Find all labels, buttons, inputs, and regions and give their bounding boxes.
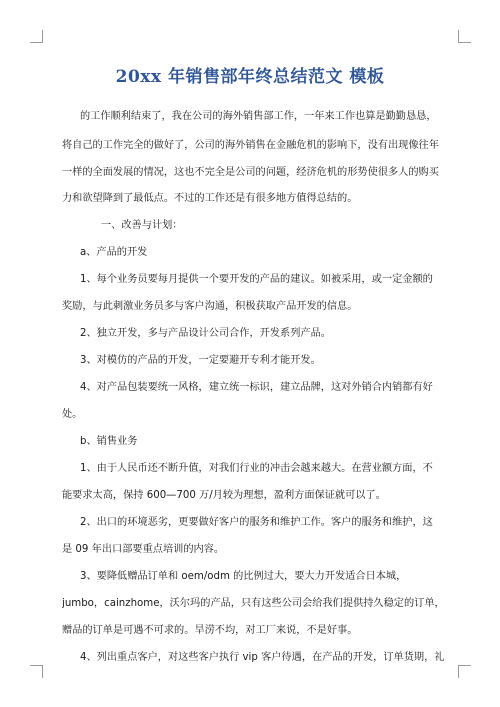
- text-line: 将自己的工作完全的做好了，公司的海外销售在金融危机的影响下，没有出现像往年: [62, 140, 439, 151]
- text-line: 1、每个业务员要每月提供一个要开发的产品的建议。如被采用，或一定金额的: [80, 274, 433, 285]
- text-line: 2、出口的环境恶劣，更要做好客户的服务和维护工作。客户的服务和维护，这: [80, 517, 433, 528]
- text-line: jumbo，cainzhome，沃尔玛的产品，只有这些公司会给我们提供持久稳定的订单，: [62, 598, 445, 609]
- text-line: 的工作顺利结束了，我在公司的海外销售部工作，一年来工作也算是勤勤恳恳，: [80, 111, 437, 122]
- text-line: 4、对产品包装要统一风格，建立统一标识，建立品牌，这对外销合内销都有好: [80, 382, 433, 393]
- crop-mark-top-left: [30, 30, 43, 43]
- crop-mark-top-right: [458, 30, 471, 43]
- text-line: 奖励，与此刺激业务员多与客户沟通，积极获取产品开发的信息。: [62, 301, 358, 312]
- text-line: 赠品的订单是可遇不可求的。旱涝不均，对工厂来说，不是好事。: [62, 625, 358, 636]
- text-line: 4、列出重点客户，对这些客户执行 vip 客户待遇，在产品的开发，订单货期，礼: [80, 652, 445, 663]
- text-line: 能要求太高，保持 600—700 万/月较为理想，盈利方面保证就可以了。: [62, 490, 386, 501]
- text-line: 是 09 年出口部要重点培训的内容。: [62, 544, 225, 555]
- section-heading: 一、改善与计划：: [101, 220, 183, 231]
- text-line: 3、对模仿的产品的开发，一定要避开专利才能开发。: [80, 355, 321, 366]
- subsection-heading: a、产品的开发: [80, 247, 148, 258]
- text-line: 1、由于人民币还不断升值，对我们行业的冲击会越来越大。在营业额方面，不: [80, 463, 433, 474]
- document-title: 20xx 年销售部年终总结范文 模板: [115, 67, 385, 87]
- subsection-heading: b、销售业务: [80, 436, 138, 447]
- text-line: 力和欲望降到了最低点。不过的工作还是有很多地方值得总结的。: [62, 193, 358, 204]
- crop-mark-bottom-left: [30, 665, 43, 678]
- crop-mark-bottom-right: [458, 665, 471, 678]
- text-line: 3、要降低赠品订单和 oem/odm 的比例过大，要大力开发适合日本城，: [80, 571, 407, 582]
- text-line: 处。: [62, 409, 83, 420]
- text-line: 2、独立开发，多与产品设计公司合作，开发系列产品。: [80, 328, 331, 339]
- text-line: 一样的全面发展的情况，这也不完全是公司的问题，经济危机的形势使很多人的购买: [62, 167, 439, 178]
